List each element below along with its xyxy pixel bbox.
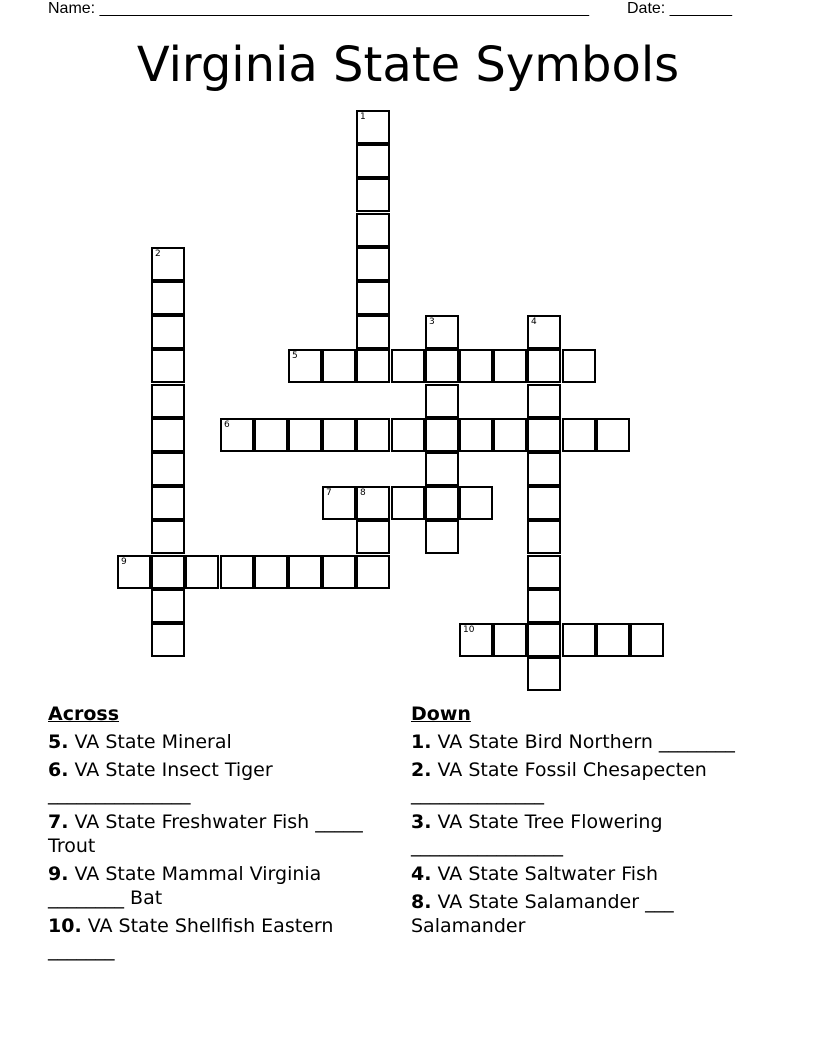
clue-across-9 [48,862,378,910]
crossword-cell[interactable] [391,349,425,383]
crossword-cell[interactable] [459,486,493,520]
crossword-cell[interactable] [356,486,390,520]
clue-across-7 [48,810,378,858]
clue-down-8 [411,890,761,938]
clue-number-label: 5 [292,351,298,361]
crossword-cell[interactable] [151,384,185,418]
crossword-cell[interactable] [562,418,596,452]
clue-number-label: 8 [360,488,366,498]
crossword-cell[interactable] [562,349,596,383]
clue-number: 8. [411,891,432,913]
crossword-cell[interactable] [425,315,459,349]
crossword-cell[interactable] [527,418,561,452]
clue-across-5 [48,730,378,754]
clue-text: VA State Tree Flowering ________________ [411,811,663,857]
clue-text: VA State Mammal Virginia ________ Bat [48,863,322,909]
crossword-cell[interactable] [630,623,664,657]
crossword-cell[interactable] [391,486,425,520]
crossword-cell[interactable] [356,520,390,554]
clue-text: VA State Freshwater Fish _____ Trout [48,811,363,857]
crossword-cell[interactable] [527,315,561,349]
crossword-cell[interactable] [185,555,219,589]
crossword-cell[interactable] [527,452,561,486]
down-clues [411,702,761,942]
crossword-cell[interactable] [254,418,288,452]
clue-across-6 [48,758,378,806]
down-heading: Down [411,703,471,725]
clue-number-label: 6 [224,420,230,430]
page-title: Virginia State Symbols [136,37,680,93]
crossword-cell[interactable] [425,349,459,383]
crossword-cell[interactable] [356,213,390,247]
clue-text: VA State Saltwater Fish [437,863,659,885]
crossword-cell[interactable] [425,418,459,452]
crossword-cell[interactable] [356,281,390,315]
clue-text: VA State Shellfish Eastern _______ [48,915,334,961]
clue-number-label: 9 [121,557,127,567]
crossword-cell[interactable] [493,623,527,657]
crossword-cell[interactable] [322,555,356,589]
clue-number: 4. [411,863,432,885]
name-field[interactable]: Name: _______________________________________________________ [48,0,589,17]
crossword-cell[interactable] [220,418,254,452]
clue-text: VA State Fossil Chesapecten ______________ [411,759,707,805]
crossword-cell[interactable] [151,418,185,452]
crossword-cell[interactable] [527,555,561,589]
clue-number: 1. [411,731,432,753]
clue-number-label: 4 [531,317,537,327]
crossword-cell[interactable] [527,520,561,554]
clue-number-label: 10 [463,625,475,635]
crossword-cell[interactable] [391,418,425,452]
clue-number: 9. [48,863,69,885]
clue-number: 7. [48,811,69,833]
crossword-cell[interactable] [356,178,390,212]
across-heading: Across [48,703,120,725]
header [48,0,748,18]
crossword-cell[interactable] [527,657,561,691]
crossword-cell[interactable] [151,247,185,281]
crossword-cell[interactable] [288,555,322,589]
crossword-cell[interactable] [425,520,459,554]
crossword-cell[interactable] [288,349,322,383]
clue-down-1 [411,730,761,754]
crossword-cell[interactable] [459,349,493,383]
clue-number: 6. [48,759,69,781]
crossword-cell[interactable] [425,486,459,520]
crossword-cell[interactable] [527,384,561,418]
crossword-cell[interactable] [151,520,185,554]
across-clues [48,702,378,966]
clue-text: VA State Insect Tiger _______________ [48,759,273,805]
crossword-cell[interactable] [322,486,356,520]
crossword-cell[interactable] [151,452,185,486]
crossword-cell[interactable] [151,623,185,657]
crossword-cell[interactable] [322,418,356,452]
crossword-cell[interactable] [493,418,527,452]
crossword-cell[interactable] [220,555,254,589]
date-field[interactable]: Date: _______ [627,0,732,17]
crossword-cell[interactable] [356,418,390,452]
crossword-cell[interactable] [151,281,185,315]
clue-number-label: 3 [429,317,435,327]
clue-number: 5. [48,731,69,753]
crossword-cell[interactable] [288,418,322,452]
crossword-cell[interactable] [425,384,459,418]
crossword-cell[interactable] [356,144,390,178]
crossword-cell[interactable] [151,486,185,520]
crossword-cell[interactable] [356,349,390,383]
crossword-cell[interactable] [425,452,459,486]
clue-text: VA State Salamander ___ Salamander [411,891,674,937]
clue-number-label: 1 [360,112,366,122]
crossword-cell[interactable] [596,418,630,452]
clue-number-label: 7 [326,488,332,498]
crossword-cell[interactable] [493,349,527,383]
clue-number-label: 2 [155,249,161,259]
crossword-cell[interactable] [151,315,185,349]
crossword-cell[interactable] [151,349,185,383]
crossword-cell[interactable] [527,486,561,520]
crossword-cell[interactable] [322,349,356,383]
crossword-cell[interactable] [527,623,561,657]
clue-across-10 [48,914,378,962]
clue-number: 2. [411,759,432,781]
crossword-cell[interactable] [151,589,185,623]
clue-text: VA State Mineral [74,731,232,753]
clue-down-3 [411,810,761,858]
crossword-cell[interactable] [356,555,390,589]
crossword-cell[interactable] [356,247,390,281]
crossword-cell[interactable] [151,555,185,589]
clue-down-4 [411,862,761,886]
crossword-cell[interactable] [527,349,561,383]
crossword-cell[interactable] [117,555,151,589]
crossword-cell[interactable] [527,589,561,623]
clue-number: 3. [411,811,432,833]
crossword-cell[interactable] [459,418,493,452]
crossword-cell[interactable] [254,555,288,589]
clue-down-2 [411,758,761,806]
crossword-cell[interactable] [356,315,390,349]
crossword-cell[interactable] [596,623,630,657]
clue-text: VA State Bird Northern ________ [437,731,735,753]
crossword-cell[interactable] [562,623,596,657]
crossword-cell[interactable] [356,110,390,144]
crossword-cell[interactable] [459,623,493,657]
clue-number: 10. [48,915,82,937]
